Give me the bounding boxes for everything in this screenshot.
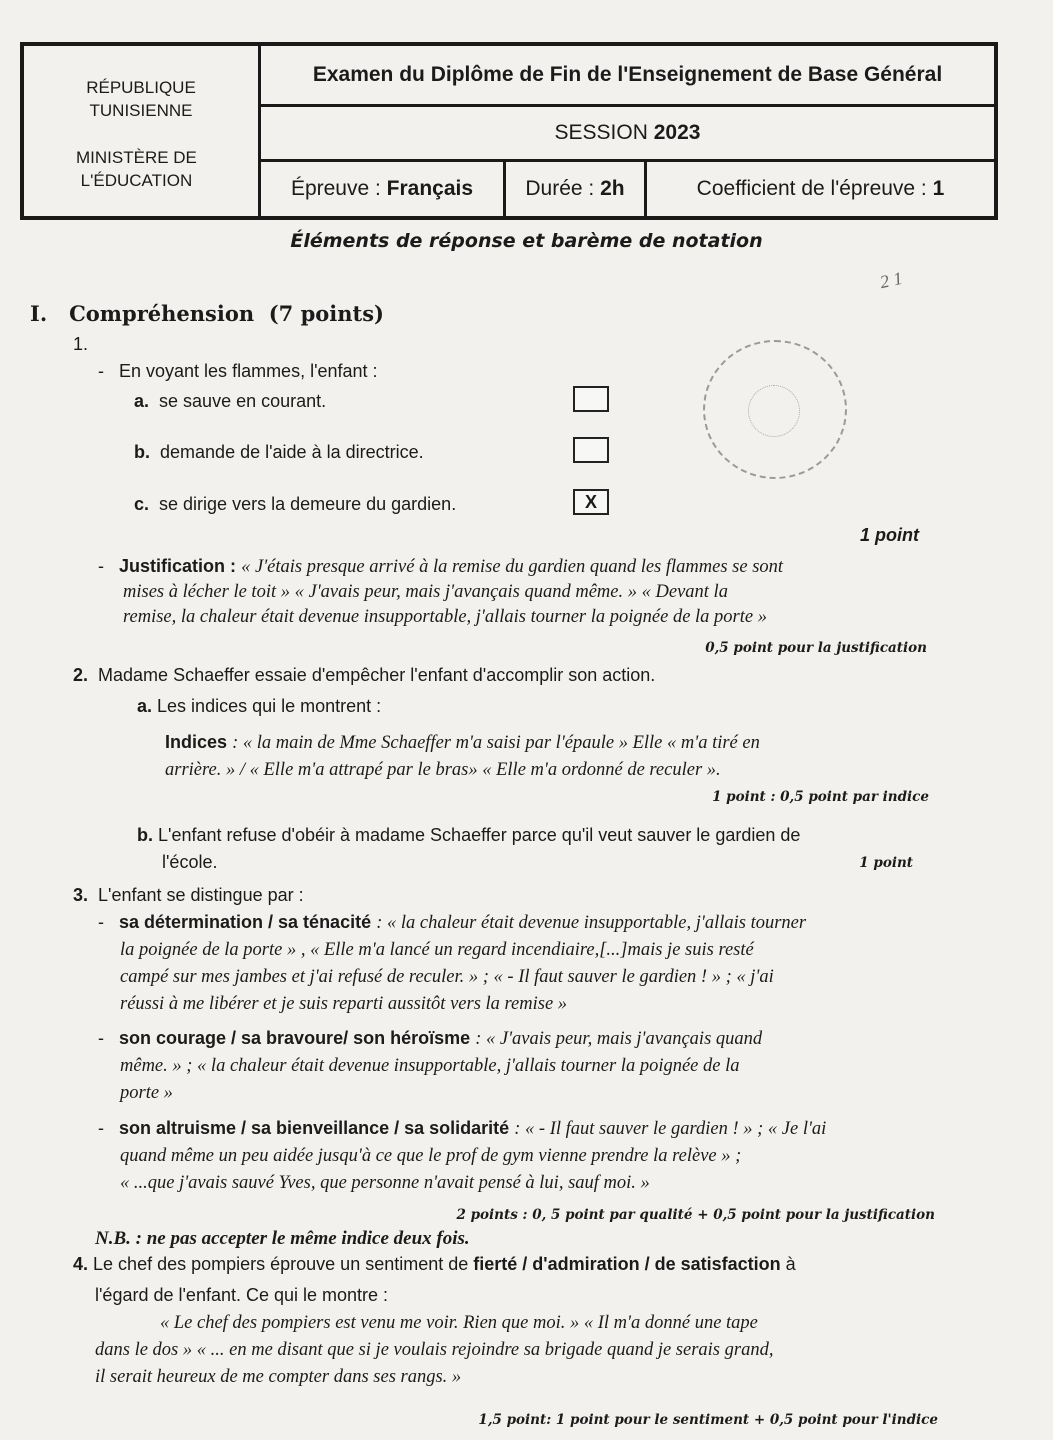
- q2a-text: Les indices qui le montrent :: [157, 696, 382, 716]
- option-letter: a.: [134, 391, 150, 411]
- q2a-letter: a.: [137, 696, 153, 716]
- q1-stem: - En voyant les flammes, l'enfant :: [98, 361, 378, 381]
- q2b-line: l'école.: [162, 852, 218, 872]
- option-text: se sauve en courant.: [159, 391, 327, 411]
- option-letter: c.: [134, 494, 150, 514]
- duree-cell: [506, 162, 647, 216]
- quality-label: son altruisme / sa bienveillance / sa solidarité: [119, 1118, 510, 1138]
- quality-line: campé sur mes jambes et j'ai refusé de reculer. » ; « - Il faut sauver le gardien ! » ; « j'ai: [120, 967, 774, 987]
- session-year: 2023: [653, 121, 701, 144]
- epreuve-value: Français: [386, 177, 474, 200]
- checkbox-c: X: [573, 489, 609, 515]
- quality-line: même. » ; « la chaleur était devenue insupportable, j'allais tourner la poignée de la: [120, 1056, 740, 1076]
- q4-quote-line: dans le dos » « ... en me disant que si je voulais rejoindre sa brigade quand je serais grand,: [95, 1340, 774, 1360]
- coef-label: Coefficient de l'épreuve :: [696, 177, 927, 200]
- ministry-line1: MINISTÈRE DE: [76, 148, 197, 167]
- q2a: [137, 696, 381, 717]
- justification-line: remise, la chaleur était devenue insupportable, j'allais tourner la poignée de la porte »: [123, 607, 767, 627]
- exam-info-row: [261, 162, 994, 216]
- q1-number: 1.: [73, 334, 89, 354]
- quality-line: réussi à me libérer et je suis reparti aussitôt vers la remise »: [120, 994, 568, 1014]
- document-title: Éléments de réponse et barème de notation: [290, 230, 763, 252]
- option-letter: b.: [134, 442, 150, 462]
- q3-note: N.B. : ne pas accepter le même indice deux fois.: [95, 1228, 470, 1249]
- q1-justification-points: 0,5 point pour la justification: [705, 640, 927, 656]
- margin-mark: 2 1: [878, 267, 905, 293]
- indices-line: : « la main de Mme Schaeffer m'a saisi par l'épaule » Elle « m'a tiré en: [232, 733, 760, 753]
- q3-quality-3: - son altruisme / sa bienveillance / sa solidarité : « - Il faut sauver le gardien ! » ; « Je l'ai quand même un peu aidée jusqu'à ce que le prof de gym vienne prendre la relève » ; « ...que j'avais sauvé Yves, que personne n'avait pensé à lui, sauf moi. »: [98, 1118, 827, 1193]
- option-text: demande de l'aide à la directrice.: [160, 442, 424, 462]
- indices-label: Indices: [165, 732, 228, 752]
- q1-option-a: [134, 391, 326, 412]
- q4-feelings: fierté / d'admiration / de satisfaction: [473, 1254, 781, 1274]
- q4-stem: [73, 1254, 796, 1275]
- quality-line: la poignée de la porte » , « Elle m'a lancé un regard incendiaire,[...]mais je suis resté: [120, 940, 754, 960]
- ministry-name: [76, 146, 197, 192]
- epreuve-cell: [261, 162, 506, 216]
- quality-line: : « - Il faut sauver le gardien ! » ; « Je l'ai: [514, 1119, 827, 1139]
- q4-quotes: [95, 1313, 940, 1388]
- q3-number: 3.: [73, 885, 89, 905]
- quality-line: porte »: [120, 1083, 173, 1103]
- q1-points: 1 point: [860, 525, 919, 545]
- q4-points: 1,5 point: 1 point pour le sentiment + 0,5 point pour l'indice: [478, 1412, 938, 1428]
- exam-title: Examen du Diplôme de Fin de l'Enseignement de Base Général: [261, 46, 994, 107]
- option-text: se dirige vers la demeure du gardien.: [159, 494, 457, 514]
- indices-line: arrière. » / « Elle m'a attrapé par le bras» « Elle m'a ordonné de reculer ».: [165, 760, 721, 780]
- q3-stem: [73, 885, 304, 906]
- part-heading: [30, 301, 384, 326]
- quality-label: sa détermination / sa ténacité: [119, 912, 372, 932]
- q2-indices: [165, 732, 760, 781]
- epreuve-label: Épreuve :: [290, 177, 381, 200]
- justification-label: Justification :: [119, 556, 237, 576]
- quality-line: quand même un peu aidée jusqu'à ce que le prof de gym vienne prendre la relève » ;: [120, 1146, 742, 1166]
- country-line2: TUNISIENNE: [89, 101, 193, 120]
- coef-cell: [647, 162, 994, 216]
- q3-points: 2 points : 0, 5 point par qualité + 0,5 point pour la justification: [456, 1207, 935, 1223]
- quality-label: son courage / sa bravoure/ son héroïsme: [119, 1028, 471, 1048]
- checkbox-b: [573, 437, 609, 463]
- q4-quote-line: il serait heureux de me compter dans ses rangs. »: [95, 1367, 462, 1387]
- justification-line: « J'étais presque arrivé à la remise du gardien quand les flammes se sont: [241, 557, 784, 577]
- header-authority-cell: [24, 46, 261, 216]
- q2-indices-points: 1 point : 0,5 point par indice: [712, 789, 929, 805]
- ministry-line2: L'ÉDUCATION: [80, 171, 193, 190]
- q4-quote-line: « Le chef des pompiers est venu me voir. Rien que moi. » « Il m'a donné une tape: [160, 1313, 758, 1333]
- q3-quality-2: - son courage / sa bravoure/ son héroïsme : « J'avais peur, mais j'avançais quand même. » ; « la chaleur était devenue insupportable, j'allais tourner la poignée de la porte »: [98, 1028, 763, 1103]
- q2b-line: L'enfant refuse d'obéir à madame Schaeffer parce qu'il veut sauver le gardien de: [158, 825, 801, 845]
- q4-text: Le chef des pompiers éprouve un sentiment de: [93, 1254, 469, 1274]
- part-points: (7 points): [268, 301, 384, 326]
- session-label: SESSION: [554, 121, 648, 144]
- quality-line: « ...que j'avais sauvé Yves, que personne n'avait pensé à lui, sauf moi. »: [120, 1173, 650, 1193]
- stamp-center: [748, 385, 800, 437]
- q4-number: 4.: [73, 1254, 89, 1274]
- header-table: [20, 42, 998, 220]
- q2-stem: [73, 665, 655, 686]
- coef-value: 1: [932, 177, 945, 200]
- q1-justification: - Justification : « J'étais presque arrivé à la remise du gardien quand les flammes se sont mises à lécher le toit » « J'avais peur, mais j'avançais quand même. » « Devant la remise, la chaleur était devenue insupportable, j'allais tourner la poignée de la porte »: [98, 556, 928, 628]
- duree-value: 2h: [600, 177, 625, 200]
- q2b-letter: b.: [137, 825, 153, 845]
- quality-line: : « J'avais peur, mais j'avançais quand: [475, 1029, 763, 1049]
- country-line1: RÉPUBLIQUE: [86, 78, 196, 97]
- q2-number: 2.: [73, 665, 89, 685]
- q3-stem-text: L'enfant se distingue par :: [98, 885, 304, 905]
- q1-stem-text: En voyant les flammes, l'enfant :: [119, 361, 378, 381]
- q3-quality-1: - sa détermination / sa ténacité : « la chaleur était devenue insupportable, j'allais tourner la poignée de la porte » , « Elle m'a lancé un regard incendiaire,[...]mais je suis resté campé sur mes jambes et j'ai refusé de reculer. » ; « - Il faut sauver le gardien ! » ; « j'ai réussi à me libérer et je suis reparti aussitôt vers la remise »: [98, 912, 807, 1014]
- q2-stem-text: Madame Schaeffer essaie d'empêcher l'enfant d'accomplir son action.: [98, 665, 656, 685]
- justification-line: mises à lécher le toit » « J'avais peur, mais j'avançais quand même. » « Devant la: [123, 582, 728, 602]
- q4-line2: l'égard de l'enfant. Ce qui le montre :: [95, 1285, 389, 1305]
- q2b: [137, 825, 932, 873]
- part-title: Compréhension: [69, 301, 255, 326]
- session-row: [261, 107, 994, 162]
- q1-option-c: [134, 494, 456, 515]
- country-name: [24, 76, 258, 122]
- part-number: I.: [30, 301, 48, 326]
- duree-label: Durée :: [525, 177, 595, 200]
- checkbox-a: [573, 386, 609, 412]
- q4-text: à: [785, 1254, 796, 1274]
- q2b-points: 1 point: [859, 855, 913, 871]
- q1-option-b: [134, 442, 424, 463]
- quality-line: : « la chaleur était devenue insupportable, j'allais tourner: [376, 913, 807, 933]
